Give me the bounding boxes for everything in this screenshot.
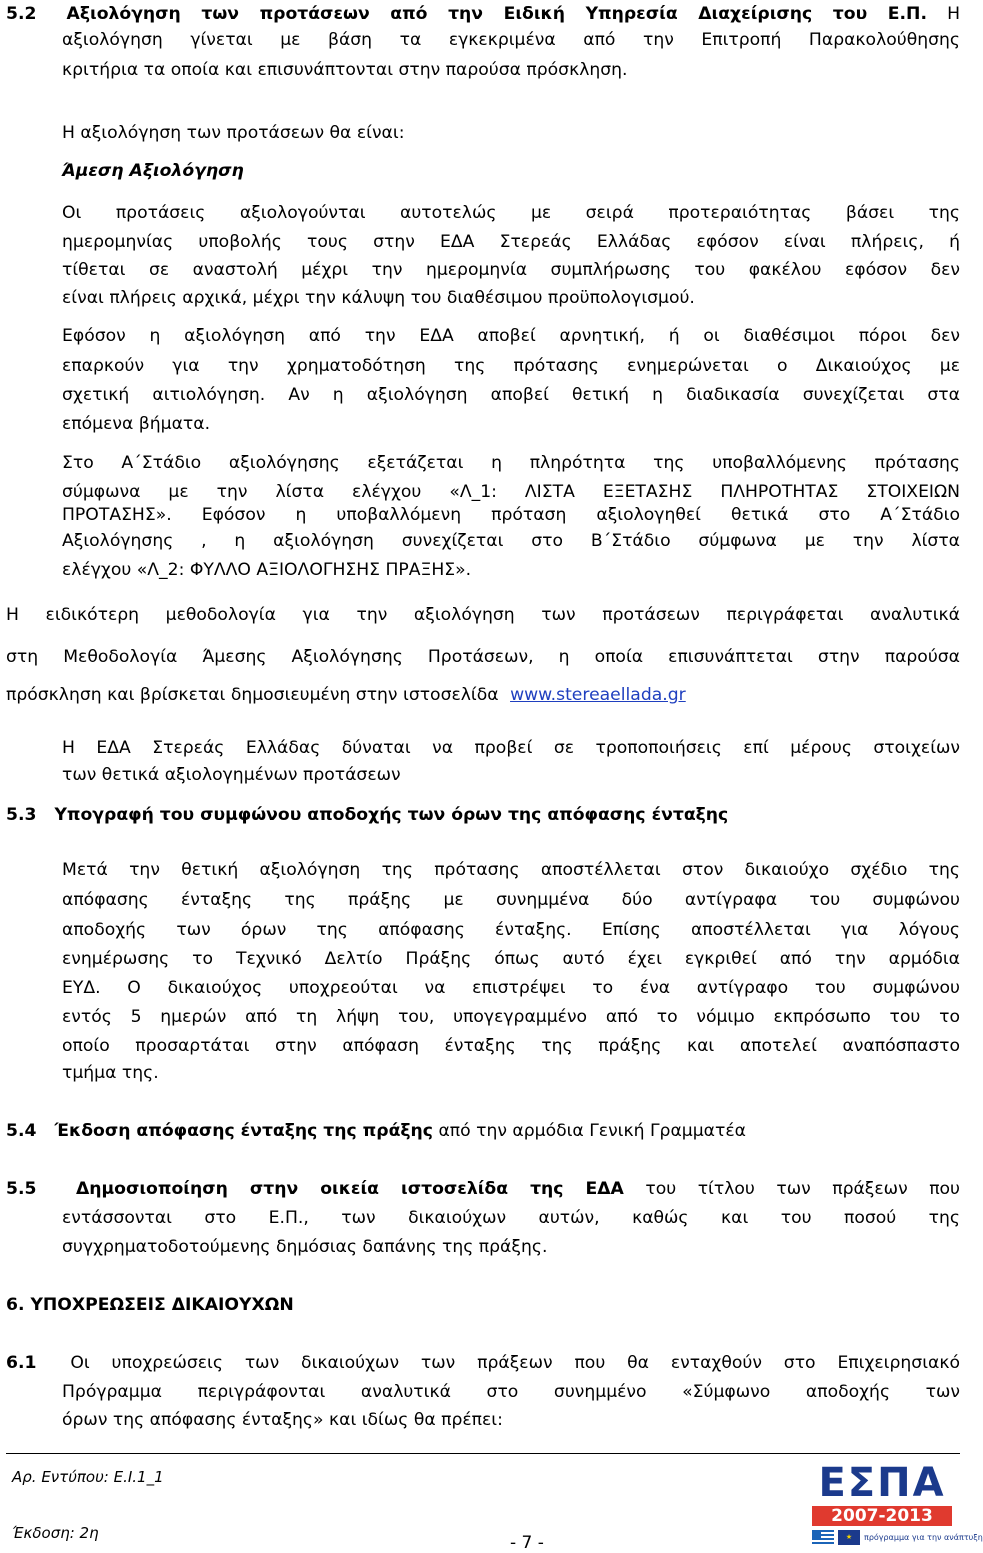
methodology-line-2: στη Μεθοδολογία Άμεσης Αξιολόγησης Προτάσεων, η οποία επισυνάπτεται στην παρούσα [6, 647, 960, 667]
section-5-3-line-7: οποίο προσαρτάται στην απόφαση ένταξης της πράξης και αποτελεί αναπόσπαστο [62, 1036, 960, 1056]
methodology-line-3: πρόσκληση και βρίσκεται δημοσιευμένη στην ιστοσελίδα www.stereaellada.gr [6, 685, 686, 705]
section-5-2-text-start: Η [947, 4, 961, 24]
evaluation-intro: Η αξιολόγηση των προτάσεων θα είναι: [62, 123, 405, 143]
stereaellada-link[interactable]: www.stereaellada.gr [510, 685, 686, 705]
evaluation-heading: Άμεση Αξιολόγηση [62, 161, 244, 181]
section-5-2-title: Αξιολόγηση των προτάσεων από την Ειδική Υπηρεσία Διαχείρισης του Ε.Π. [66, 4, 927, 24]
evaluation-para1-line-3: τίθεται σε αναστολή μέχρι την ημερομηνία συμπλήρωσης του φακέλου εφόσον δεν [62, 260, 960, 280]
espa-logo-years: 2007-2013 [812, 1506, 952, 1526]
footer-rule [6, 1453, 960, 1454]
section-5-4: 5.4 Έκδοση απόφασης ένταξης της πράξης από την αρμόδια Γενική Γραμματέα [6, 1121, 746, 1141]
evaluation-para3-line-1: Στο Α΄Στάδιο αξιολόγησης εξετάζεται η πληρότητα της υποβαλλόμενης πρότασης [62, 453, 960, 473]
section-5-2-number: 5.2 [6, 4, 37, 24]
espa-logo-tagline: πρόγραμμα για την ανάπτυξη [864, 1533, 983, 1542]
section-5-5-line-1: 5.5 Δημοσιοποίηση στην οικεία ιστοσελίδα της ΕΔΑ του τίτλου των πράξεων που [6, 1179, 961, 1199]
section-6-1-line-2: Πρόγραμμα περιγράφονται αναλυτικά στο συνημμένο «Σύμφωνο αποδοχής των [62, 1382, 960, 1402]
section-5-3-line-4: ενημέρωσης το Τεχνικό Δελτίο Πράξης όπως αυτό έχει εγκριθεί από την αρμόδια [62, 949, 960, 969]
espa-logo [808, 1460, 983, 1548]
espa-logo-text: ΕΣΠΑ [818, 1460, 946, 1506]
section-6-heading: 6. ΥΠΟΧΡΕΩΣΕΙΣ ΔΙΚΑΙΟΥΧΩΝ [6, 1295, 294, 1315]
section-5-2-line-3: κριτήρια τα οποία και επισυνάπτονται στην παρούσα πρόσκληση. [62, 60, 628, 80]
evaluation-para2-line-4: επόμενα βήματα. [62, 414, 211, 434]
section-5-3-line-8: τμήμα της. [62, 1063, 159, 1083]
section-5-3-line-5: ΕΥΔ. Ο δικαιούχος υποχρεούται να επιστρέψει το ένα αντίγραφο του συμφώνου [62, 978, 960, 998]
evaluation-para1-line-4: είναι πλήρεις αρχικά, μέχρι την κάλυψη του διαθέσιμου προϋπολογισμού. [62, 288, 695, 308]
eu-flag-icon: ★ [838, 1530, 860, 1545]
footer-edition: Έκδοση: 2η [12, 1524, 99, 1542]
section-6-1-line-1: 6.1 Οι υποχρεώσεις των δικαιούχων των πράξεων που θα ενταχθούν στο Επιχειρησιακό [6, 1353, 960, 1373]
evaluation-para1-line-1: Οι προτάσεις αξιολογούνται αυτοτελώς με σειρά προτεραιότητας βάσει της [62, 203, 960, 223]
evaluation-para2-line-3: σχετική αιτιολόγηση. Αν η αξιολόγηση αποβεί θετική η διαδικασία συνεχίζεται στα [62, 385, 960, 405]
section-5-3-heading: 5.3 Υπογραφή του συμφώνου αποδοχής των όρων της απόφασης ένταξης [6, 805, 729, 825]
section-5-3-line-6: εντός 5 ημερών από τη λήψη του, υπογεγραμμένο από το νόμιμο εκπρόσωπο του το [62, 1007, 960, 1027]
evaluation-para3-line-2: σύμφωνα με την λίστα ελέγχου «Λ_1: ΛΙΣΤΑ ΕΞΕΤΑΣΗΣ ΠΛΗΡΟΤΗΤΑΣ ΣΤΟΙΧΕΙΩΝ [62, 482, 960, 502]
evaluation-para3-line-4: Αξιολόγησης , η αξιολόγηση συνεχίζεται στο Β΄Στάδιο σύμφωνα με την λίστα [62, 531, 960, 551]
evaluation-para1-line-2: ημερομηνίας υποβολής τους στην ΕΔΑ Στερεάς Ελλάδας εφόσον είναι πλήρεις, ή [62, 232, 960, 252]
greek-flag-icon [812, 1530, 834, 1545]
modification-line-2: των θετικά αξιολογημένων προτάσεων [62, 765, 401, 785]
evaluation-para2-line-2: επαρκούν για την χρηματοδότηση της πρότασης ενημερώνεται ο Δικαιούχος με [62, 356, 960, 376]
section-5-3-line-2: απόφασης ένταξης της πράξης με συνημμένα δύο αντίγραφα του συμφώνου [62, 890, 960, 910]
evaluation-para2-line-1: Εφόσον η αξιολόγηση από την ΕΔΑ αποβεί αρνητική, ή οι διαθέσιμοι πόροι δεν [62, 326, 960, 346]
modification-line-1: Η ΕΔΑ Στερεάς Ελλάδας δύναται να προβεί σε τροποποιήσεις επί μέρους στοιχείων [62, 738, 960, 758]
section-5-3-line-1: Μετά την θετική αξιολόγηση της πρότασης αποστέλλεται στον δικαιούχο σχέδιο της [62, 860, 960, 880]
page-number: - 7 - [510, 1533, 544, 1553]
evaluation-para3-line-3: ΠΡΟΤΑΣΗΣ». Εφόσον η υποβαλλόμενη πρόταση αξιολογηθεί θετικά στο Α΄Στάδιο [62, 505, 960, 525]
evaluation-para3-line-5: ελέγχου «Λ_2: ΦΥΛΛΟ ΑΞΙΟΛΟΓΗΣΗΣ ΠΡΑΞΗΣ». [62, 560, 472, 580]
section-6-1-line-3: όρων της απόφασης ένταξης» και ιδίως θα πρέπει: [62, 1410, 503, 1430]
methodology-line-1: Η ειδικότερη μεθοδολογία για την αξιολόγηση των προτάσεων περιγράφεται αναλυτικά [6, 605, 960, 625]
footer-form-number: Αρ. Εντύπου: Ε.Ι.1_1 [12, 1468, 164, 1486]
section-5-2-line-2: αξιολόγηση γίνεται με βάση τα εγκεκριμένα από την Επιτροπή Παρακολούθησης [62, 30, 960, 50]
section-5-5-line-2: εντάσσονται στο Ε.Π., των δικαιούχων αυτών, καθώς και του ποσού της [62, 1208, 960, 1228]
section-5-5-line-3: συγχρηματοδοτούμενης δημόσιας δαπάνης της πράξης. [62, 1237, 548, 1257]
section-5-3-line-3: αποδοχής των όρων της απόφασης ένταξης. Επίσης αποστέλλεται για λόγους [62, 920, 960, 940]
